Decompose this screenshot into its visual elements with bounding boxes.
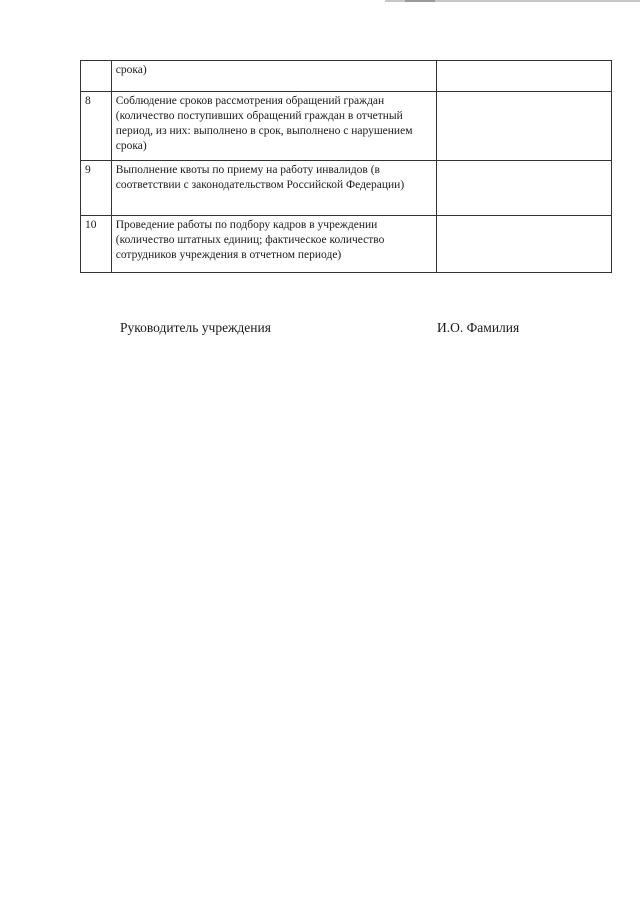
row-description: срока) [111, 61, 436, 92]
table-row [81, 92, 612, 161]
row-number: 8 [81, 92, 112, 161]
signature-role: Руководитель учреждения [120, 320, 271, 335]
table-row [81, 216, 612, 273]
row-description: Выполнение квоты по приему на работу инвалидов (в соответствии с законодательством Российской Федерации) [111, 161, 436, 216]
table-row [81, 61, 612, 92]
scan-edge-mark-dark [405, 0, 435, 2]
table-row [81, 161, 612, 216]
row-value [437, 216, 612, 273]
row-value [437, 92, 612, 161]
signature-name: И.О. Фамилия [437, 320, 520, 335]
row-number: 10 [81, 216, 112, 273]
row-description: Соблюдение сроков рассмотрения обращений граждан (количество поступивших обращений граждан в отчетный период, из них: выполнено в срок, выполнено с нарушением срока) [111, 92, 436, 161]
report-table [80, 60, 612, 273]
row-description: Проведение работы по подбору кадров в учреждении (количество штатных единиц; фактическое количество сотрудников учреждения в отчетном периоде) [111, 216, 436, 273]
row-value [437, 61, 612, 92]
row-value [437, 161, 612, 216]
row-number [81, 61, 112, 92]
row-number: 9 [81, 161, 112, 216]
